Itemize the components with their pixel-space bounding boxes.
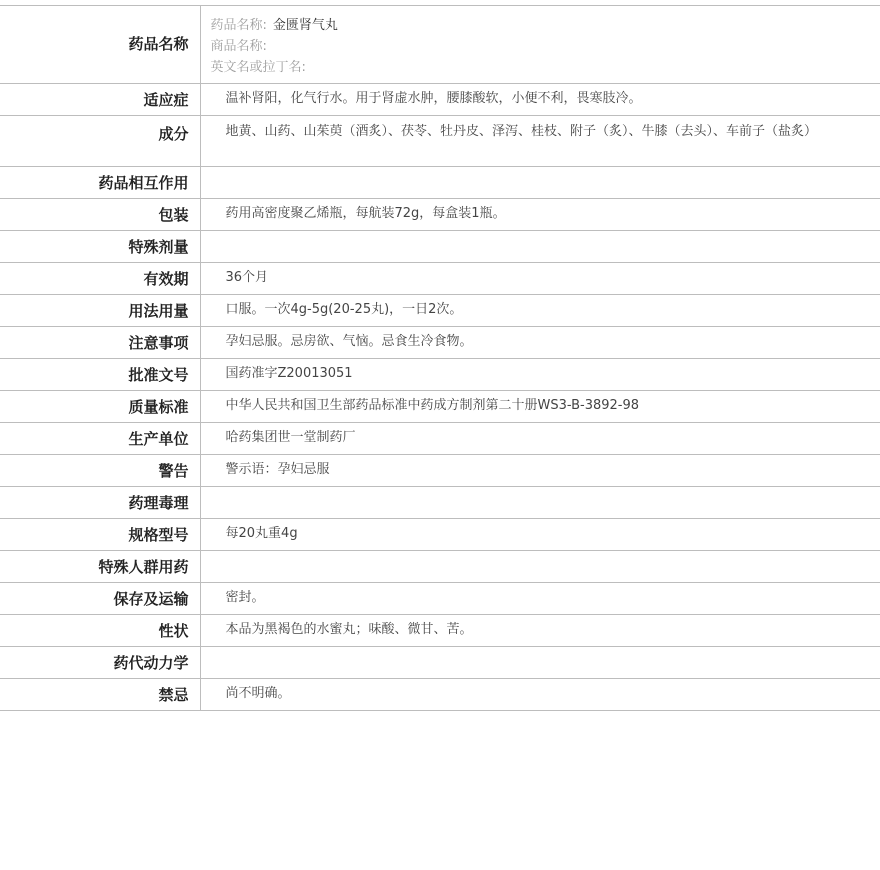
shelf-life-row (0, 263, 880, 295)
appearance-value: 本品为黑褐色的水蜜丸；味酸、微甘、苦。 (225, 622, 473, 637)
storage-transport-label: 保存及运输 (0, 583, 200, 615)
approval-number-label: 批准文号 (0, 359, 200, 391)
appearance-row (0, 615, 880, 647)
pharmacology-toxicology-value (200, 487, 880, 519)
packaging-label: 包装 (0, 199, 200, 231)
storage-transport-row (0, 583, 880, 615)
appearance-label: 性状 (0, 615, 200, 647)
drug-name-value: 金匮肾气丸 (272, 18, 338, 33)
storage-transport-value: 密封。 (225, 590, 265, 605)
packaging-row (0, 199, 880, 231)
pharmacology-toxicology-label: 药理毒理 (0, 487, 200, 519)
manufacturer-row (0, 423, 880, 455)
drug-name-label: 药品名称: (210, 18, 267, 33)
drug-interactions-value (200, 167, 880, 199)
specification-label: 规格型号 (0, 519, 200, 551)
special-population-row (0, 551, 880, 583)
packaging-value: 药用高密度聚乙烯瓶，每航装72g，每盒装1瓶。 (225, 206, 506, 221)
quality-standard-row (0, 391, 880, 423)
trade-name-line (211, 36, 871, 57)
approval-number-row (0, 359, 880, 391)
ingredients-label: 成分 (0, 116, 200, 167)
indications-row (0, 84, 880, 116)
shelf-life-label: 有效期 (0, 263, 200, 295)
special-dosage-value (200, 231, 880, 263)
special-dosage-label: 特殊剂量 (0, 231, 200, 263)
dosage-label: 用法用量 (0, 295, 200, 327)
quality-standard-value: 中华人民共和国卫生部药品标准中药成方制剂第二十册WS3-B-3892-98 (225, 398, 640, 413)
manufacturer-value: 哈药集团世一堂制药厂 (225, 430, 356, 445)
drug-name-cell (200, 6, 880, 84)
ingredients-row (0, 116, 880, 167)
precautions-label: 注意事项 (0, 327, 200, 359)
specification-row (0, 519, 880, 551)
special-population-value (200, 551, 880, 583)
dosage-value: 口服。一次4g-5g(20-25丸)，一日2次。 (225, 302, 463, 317)
drug-spec-table (0, 5, 880, 711)
special-population-label: 特殊人群用药 (0, 551, 200, 583)
drug-interactions-row (0, 167, 880, 199)
manufacturer-label: 生产单位 (0, 423, 200, 455)
ingredients-value: 地黄、山药、山茱萸（酒炙）、茯苓、牡丹皮、泽泻、桂枝、附子（炙）、牛膝（去头）、车前子（盐炙） (225, 124, 818, 139)
contraindications-value: 尚不明确。 (225, 686, 291, 701)
drug-name-heading: 药品名称 (0, 6, 200, 84)
indications-label: 适应症 (0, 84, 200, 116)
drug-interactions-label: 药品相互作用 (0, 167, 200, 199)
pharmacokinetics-value (200, 647, 880, 679)
approval-number-value: 国药准字Z20013051 (225, 366, 353, 381)
warning-row (0, 455, 880, 487)
quality-standard-label: 质量标准 (0, 391, 200, 423)
dosage-row (0, 295, 880, 327)
specification-value: 每20丸重4g (225, 526, 298, 541)
english-name-line (211, 57, 871, 78)
shelf-life-value: 36个月 (225, 270, 269, 285)
drug-name-line (211, 15, 871, 36)
special-dosage-row (0, 231, 880, 263)
contraindications-row (0, 679, 880, 711)
precautions-value: 孕妇忌服。忌房欲、气恼。忌食生冷食物。 (225, 334, 473, 349)
warning-value: 警示语：孕妇忌服 (225, 462, 330, 477)
english-name-label: 英文名或拉丁名: (210, 60, 306, 75)
contraindications-label: 禁忌 (0, 679, 200, 711)
trade-name-label: 商品名称: (210, 39, 267, 54)
pharmacokinetics-row (0, 647, 880, 679)
precautions-row (0, 327, 880, 359)
drug-name-row (0, 6, 880, 84)
indications-value: 温补肾阳，化气行水。用于肾虚水肿，腰膝酸软，小便不利，畏寒肢冷。 (225, 91, 642, 106)
pharmacokinetics-label: 药代动力学 (0, 647, 200, 679)
warning-label: 警告 (0, 455, 200, 487)
pharmacology-toxicology-row (0, 487, 880, 519)
